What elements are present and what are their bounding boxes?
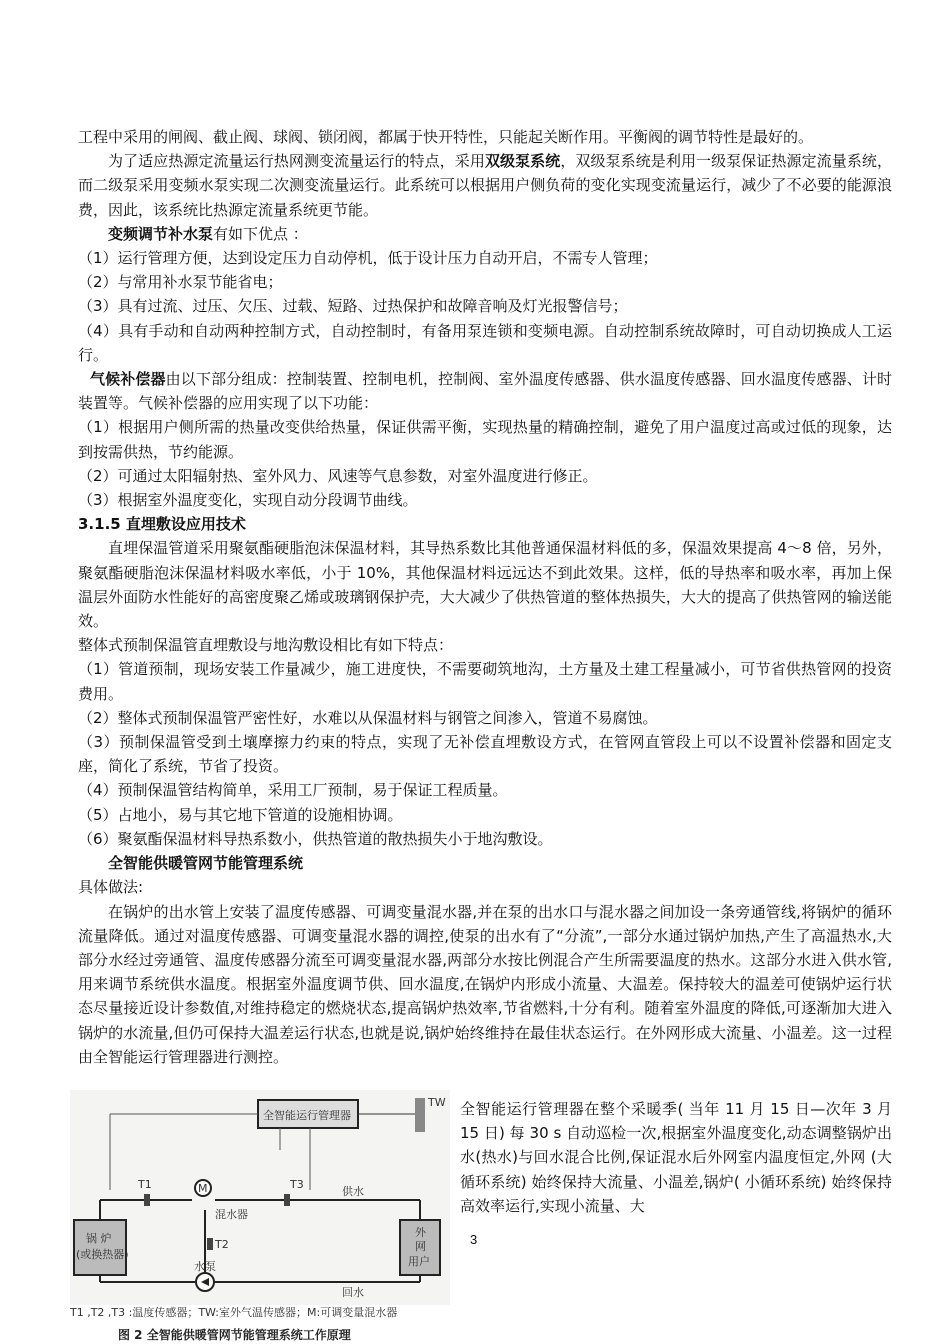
paragraph: 工程中采用的闸阀、截止阀、球阀、锁闭阀，都属于快开特性，只能起关断作用。平衡阀的调节特性是最好的。 (78, 128, 814, 146)
paragraph-text: 有如下优点 ： (213, 224, 308, 243)
system-diagram (70, 1090, 450, 1305)
bold-term: 气候补偿器 (90, 370, 166, 389)
paragraph: （2）整体式预制保温管严密性好，水难以从保温材料与钢管之间渗入，管道不易腐蚀。 (78, 708, 658, 727)
paragraph: 直埋保温管道采用聚氨酯硬脂泡沫保温材料，其导热系数比其他普通保温材料低的多，保温效果提高 4～8 倍，另外，聚氨酯硬脂泡沫保温材料吸水率低，小于 10%，其他保温材料远远达不到此效果。这样，低的导热率和吸水率，再加上保温层外面防水性能好的高密度聚乙烯或玻璃钢保护壳，大大减少了供热管道的整体热损失，大大的提高了供热管网的输送能效。 (78, 539, 892, 631)
paragraph: （3）根据室外温度变化，实现自动分段调节曲线。 (78, 491, 418, 510)
side-paragraph: 全智能运行管理器在整个采暖季( 当年 11 月 15 日—次年 3 月 15 日) 每 30 s 自动巡检一次,根据室外温度变化,动态调整锅炉出水(热水)与回水混合比例,保证混水后外网室内温度恒定,外网 (大循环系统) 始终保持大流量、小温差,锅炉( 小循环系统) 始终保持高效率运行,实现小流量、大 (460, 1100, 892, 1215)
network-label-2: 网 (415, 1240, 426, 1253)
network-label-1: 外 (415, 1226, 426, 1239)
bold-term: 双级泵系统 (484, 152, 561, 171)
paragraph (78, 222, 892, 246)
boiler-label-2: (或换热器) (76, 1248, 129, 1261)
paragraph-lead-text: 为了适应热源定流量运行热网测变流量运行的特点，采用 (108, 152, 485, 171)
system-diagram-figure (70, 1090, 450, 1344)
t2-label: T2 (215, 1238, 229, 1251)
paragraph-text: 由以下部分组成：控制装置、控制电机，控制阀、室外温度传感器、供水温度传感器、回水温度传感器、计时装置等。气候补偿器的应用实现了以下功能： (78, 370, 892, 413)
m-label: M (198, 1182, 208, 1195)
bold-term: 变频调节补水泵 (108, 224, 214, 243)
paragraph: 整体式预制保温管直埋敷设与地沟敷设相比有如下特点： (78, 636, 454, 655)
paragraph (78, 367, 892, 415)
t1-sensor (144, 1194, 150, 1206)
figure-caption: 图 2 全智能供暖管网节能管理系统工作原理 (118, 1328, 351, 1342)
mixer-label: 混水器 (215, 1208, 248, 1221)
page-number: 3 (470, 1232, 478, 1247)
return-label: 回水 (342, 1286, 364, 1299)
paragraph: 在锅炉的出水管上安装了温度传感器、可调变量混水器,并在泵的出水口与混水器之间加设一条旁通管线,将锅炉的循环流量降低。通过对温度传感器、可调变量混水器的调控,使泵的出水有了“分流”,一部分水通过锅炉加热,产生了高温热水,大部分水经过旁通管、温度传感器分流至可调变量混水器,两部分水按比例混合产生所需要温度的热水。这部分水进入供水管,用来调节系统供水温度。根据室外温度调节供、回水温度,在锅炉内形成小流量、大温差。保持较大的温差可使锅炉运行状态尽量接近设计参数值,对维持稳定的燃烧状态,提高锅炉热效率,节省燃料,十分有利。随着室外温度的降低,可逐渐加大进入锅炉的水流量,但仍可保持大温差运行状态,也就是说,锅炉始终维持在最佳状态运行。在外网形成大流量、小温差。这一过程由全智能运行管理器进行测控。 (78, 902, 892, 1066)
paragraph: （3）具有过流、过压、欠压、过载、短路、过热保护和故障音响及灯光报警信号； (78, 297, 628, 316)
supply-label: 供水 (342, 1185, 364, 1198)
paragraph: 具体做法: (78, 878, 144, 897)
paragraph: （1）运行管理方便，达到设定压力自动停机，低于设计压力自动开启，不需专人管理； (78, 249, 658, 268)
boiler-label-1: 锅 炉 (86, 1232, 112, 1245)
paragraph: （4）具有手动和自动两种控制方式，自动控制时，有备用泵连锁和变频电源。自动控制系统故障时，可自动切换成人工运行。 (78, 321, 892, 364)
paragraph-text: ，双级泵系统是利用一级泵保证热源定流量系统，而二级泵采用变频水泵实现二次测变流量运行。此系统可以根据用户侧负荷的变化实现变流量运行，减少了不必要的能源浪费，因此，该系统比热源定流量系统更节能。 (78, 152, 892, 219)
tw-label: TW (428, 1096, 446, 1109)
paragraph (78, 149, 892, 222)
paragraph: （6）聚氨酯保温材料导热系数小，供热管道的散热损失小于地沟敷设。 (78, 829, 553, 848)
t2-sensor (207, 1238, 213, 1250)
paragraph: （1）管道预制，现场安装工作量减少，施工进度快，不需要砌筑地沟，土方量及土建工程量减小，可节省供热管网的投资费用。 (78, 660, 892, 703)
figure-legend: T1 ,T2 ,T3 :温度传感器；TW:室外气温传感器；M:可调变量混水器 (70, 1306, 398, 1319)
t3-label: T3 (290, 1178, 304, 1191)
t1-label: T1 (138, 1178, 152, 1191)
tw-sensor (415, 1098, 425, 1132)
section-heading: 全智能供暖管网节能管理系统 (108, 854, 304, 873)
t3-sensor (284, 1194, 290, 1206)
paragraph: （2）与常用补水泵节能省电； (78, 273, 283, 292)
paragraph: （4）预制保温管结构简单，采用工厂预制，易于保证工程质量。 (78, 781, 508, 800)
paragraph: （2）可通过太阳辐射热、室外风力、风速等气息参数，对室外温度进行修正。 (78, 466, 598, 485)
body-text (78, 125, 892, 1069)
network-label-3: 用户 (408, 1255, 430, 1268)
paragraph: （5）占地小，易与其它地下管道的设施相协调。 (78, 805, 403, 824)
manager-label: 全智能运行管理器 (263, 1109, 351, 1122)
paragraph: （1）根据用户侧所需的热量改变供给热量，保证供需平衡，实现热量的精确控制，避免了用户温度过高或过低的现象，达到按需供热，节约能源。 (78, 418, 892, 461)
pump-label: 水泵 (194, 1260, 216, 1273)
paragraph: （3）预制保温管受到土壤摩擦力约束的特点，实现了无补偿直埋敷设方式，在管网直管段上可以不设置补偿器和固定支座，简化了系统，节省了投资。 (78, 733, 892, 776)
section-heading: 3.1.5 直埋敷设应用技术 (78, 515, 246, 534)
